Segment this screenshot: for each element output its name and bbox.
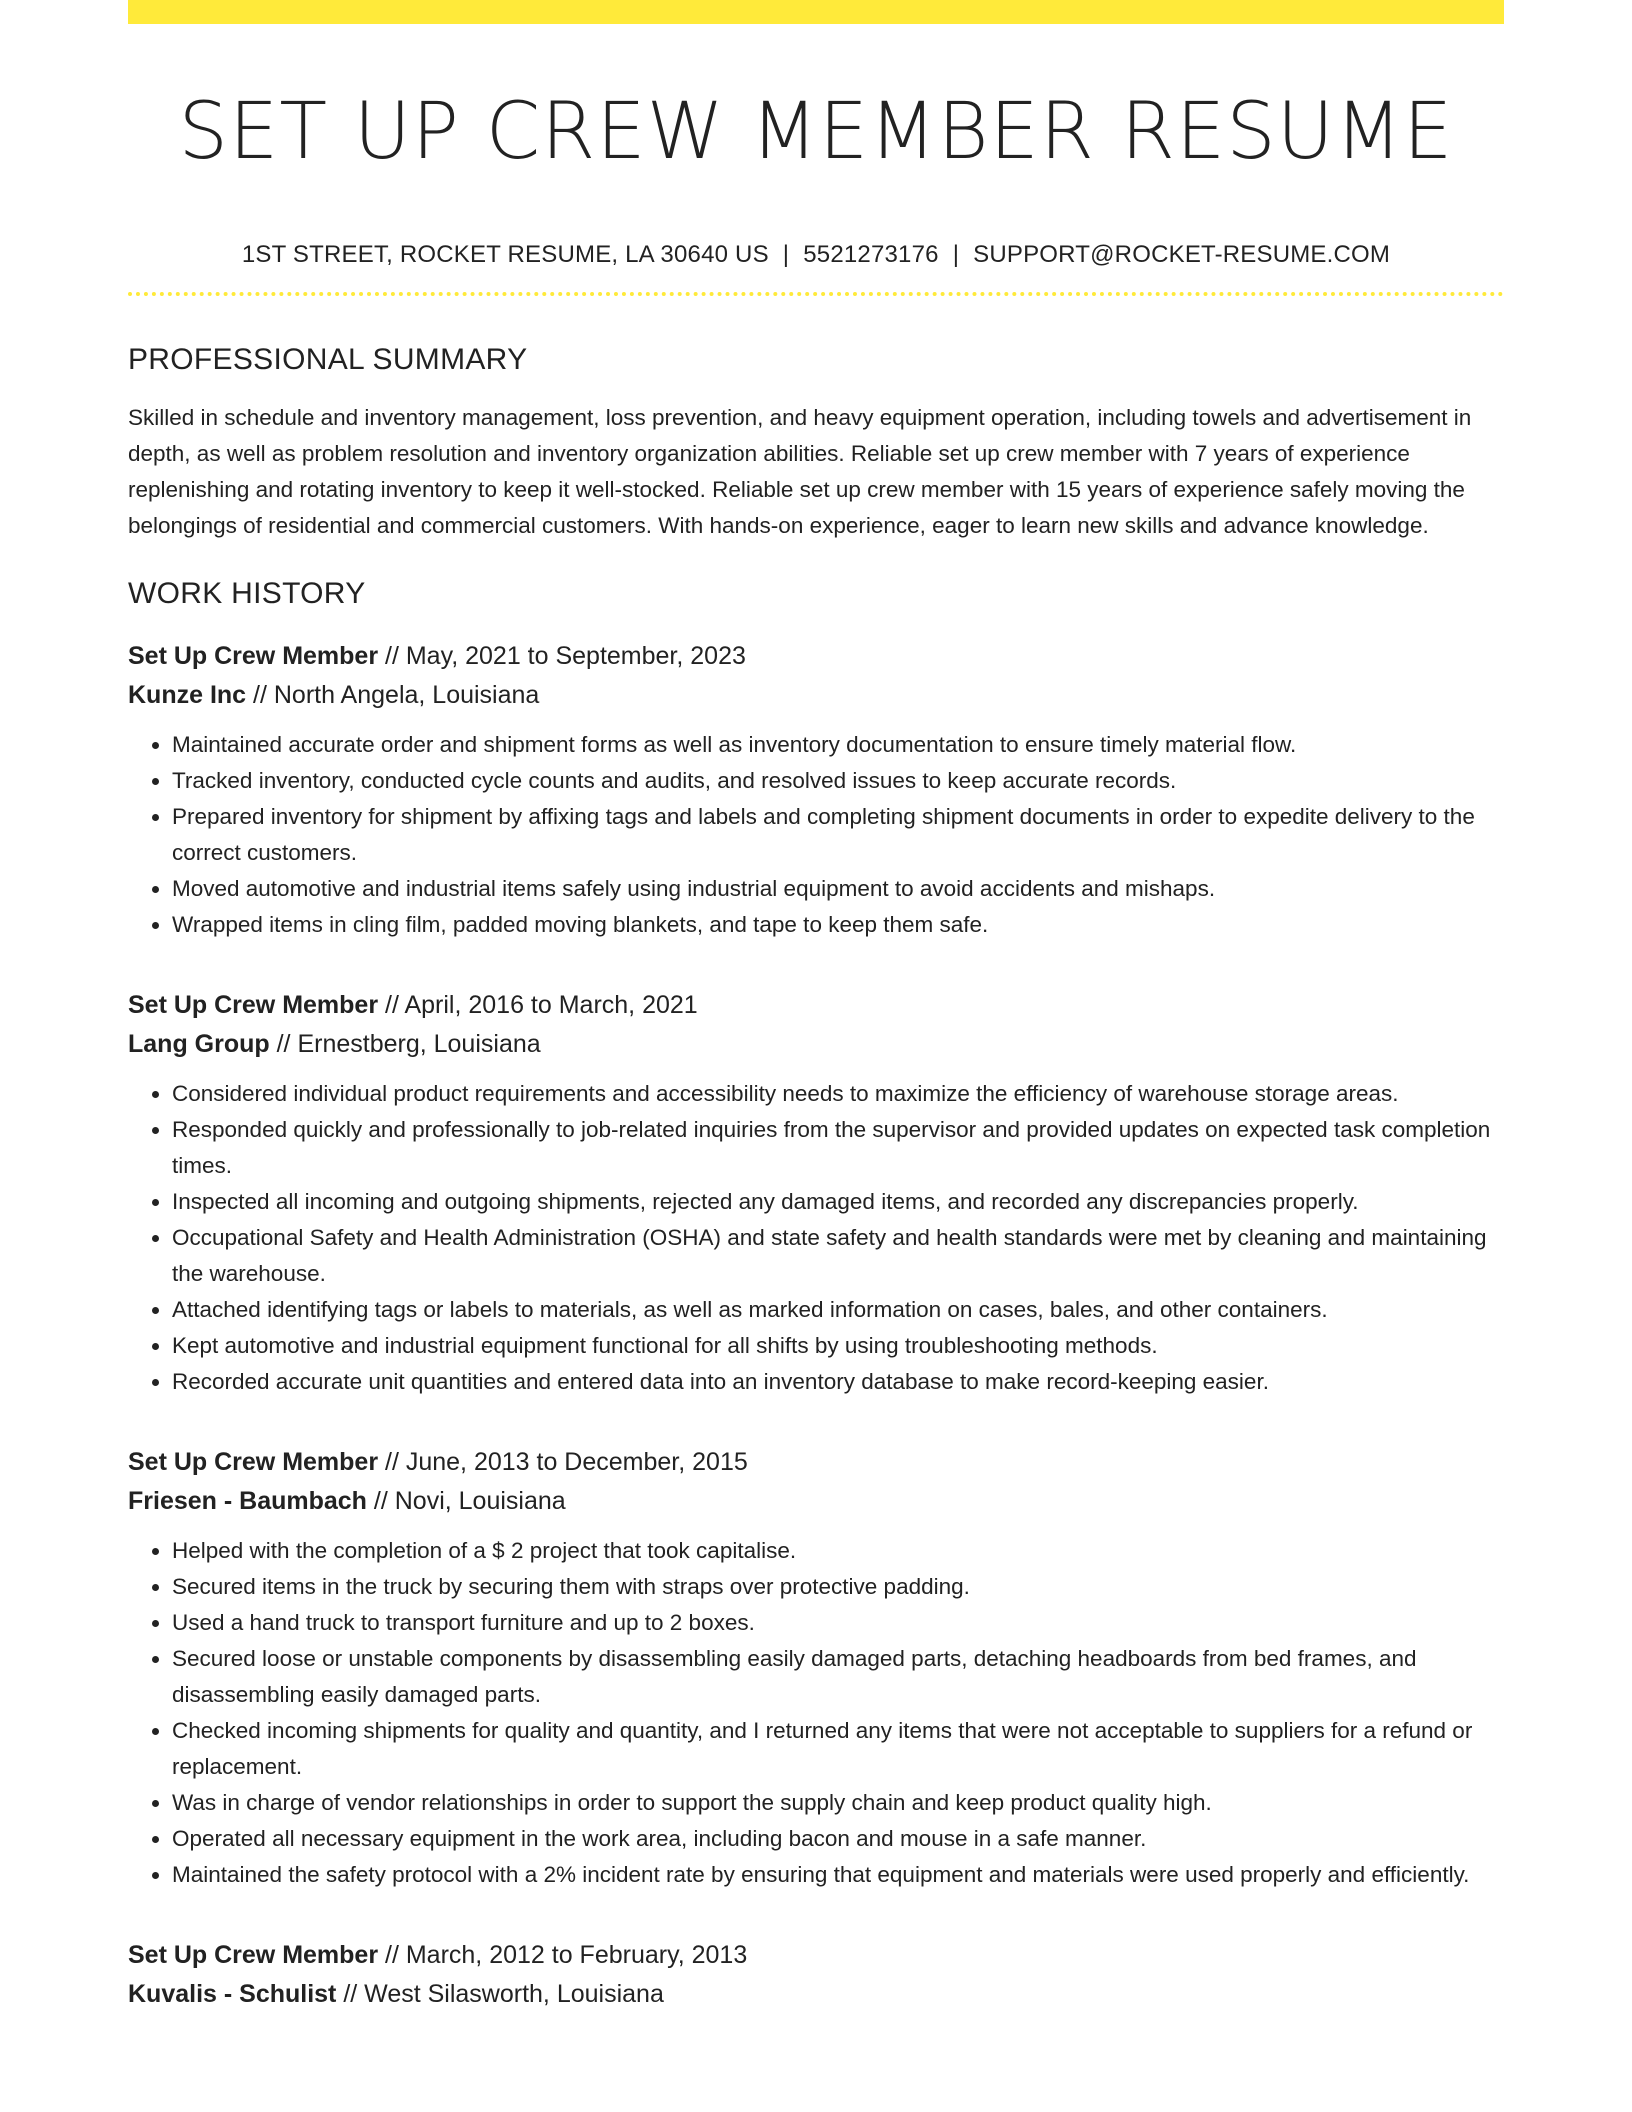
resume-page — [128, 0, 1504, 2012]
job-company-line — [128, 1026, 1504, 1062]
job-bullet: • Was in charge of vendor relationships in order to support the supply chain and keep product quality high. — [172, 1785, 1504, 1821]
job-company-line — [128, 1976, 1504, 2012]
job-company: Kuvalis - Schulist — [128, 1980, 337, 2008]
summary-text: Skilled in schedule and inventory management, loss prevention, and heavy equipment operation, including towels and advertisement in depth, as well as problem resolution and inventory organization abilities. Reliable set up crew member with 7 years of experience replenishing and rotating inventory to keep it well-stocked. Reliable set up crew member with 15 years of experience safely moving the belongings of residential and commercial customers. With hands-on experience, eager to learn new skills and advance knowledge. — [128, 405, 1472, 538]
contact-phone: 5521273176 — [803, 241, 939, 268]
job-bullet: • Occupational Safety and Health Administration (OSHA) and state safety and health standards were met by cleaning and maintaining the warehouse. — [172, 1220, 1504, 1292]
job-location: // Novi, Louisiana — [366, 1487, 566, 1515]
job-bullet: • Used a hand truck to transport furniture and up to 2 boxes. — [172, 1605, 1504, 1641]
job-dates: // March, 2012 to February, 2013 — [378, 1941, 748, 1969]
job-bullet: • Secured loose or unstable components by disassembling easily damaged parts, detaching headboards from bed frames, and disassembling easily damaged parts. — [172, 1641, 1504, 1713]
job-bullet: • Wrapped items in cling film, padded moving blankets, and tape to keep them safe. — [172, 907, 1504, 943]
job-company-line — [128, 677, 1504, 713]
work-history-heading: WORK HISTORY — [128, 577, 366, 610]
job-bullet: • Kept automotive and industrial equipment functional for all shifts by using troubleshooting methods. — [172, 1328, 1504, 1364]
job-dates: // May, 2021 to September, 2023 — [378, 642, 746, 670]
job-entry — [128, 638, 1504, 943]
job-bullet: • Responded quickly and professionally to job-related inquiries from the supervisor and provided updates on expected task completion times. — [172, 1112, 1504, 1184]
contact-email: SUPPORT@ROCKET-RESUME.COM — [973, 241, 1391, 268]
job-title-line — [128, 638, 1504, 674]
job-dates: // April, 2016 to March, 2021 — [378, 991, 698, 1019]
job-entry — [128, 987, 1504, 1400]
job-company: Lang Group — [128, 1030, 270, 1058]
job-title: Set Up Crew Member — [128, 1448, 379, 1476]
contact-address: 1ST STREET, ROCKET RESUME, LA 30640 US — [241, 241, 769, 268]
job-title: Set Up Crew Member — [128, 642, 379, 670]
job-bullet: • Considered individual product requirements and accessibility needs to maximize the efficiency of warehouse storage areas. — [172, 1076, 1504, 1112]
contact-separator: | — [782, 241, 790, 268]
contact-separator: | — [952, 241, 960, 268]
job-location: // Ernestberg, Louisiana — [269, 1030, 541, 1058]
job-bullet: • Maintained the safety protocol with a 2% incident rate by ensuring that equipment and materials were used properly and efficiently. — [172, 1857, 1504, 1893]
job-company: Friesen - Baumbach — [128, 1487, 367, 1515]
summary-heading: PROFESSIONAL SUMMARY — [128, 343, 528, 376]
job-bullets — [128, 1533, 1504, 1893]
job-bullets — [128, 1076, 1504, 1400]
contact-line — [128, 240, 1504, 270]
dotted-divider — [128, 292, 1504, 296]
job-title-line — [128, 987, 1504, 1023]
job-bullet: • Moved automotive and industrial items safely using industrial equipment to avoid accidents and mishaps. — [172, 871, 1504, 907]
job-bullet: • Recorded accurate unit quantities and entered data into an inventory database to make record-keeping easier. — [172, 1364, 1504, 1400]
job-location: // West Silasworth, Louisiana — [336, 1980, 664, 2008]
job-dates: // June, 2013 to December, 2015 — [378, 1448, 748, 1476]
job-entry — [128, 1937, 1504, 2012]
job-title-line — [128, 1444, 1504, 1480]
job-company: Kunze Inc — [128, 681, 247, 709]
job-bullet: • Maintained accurate order and shipment forms as well as inventory documentation to ensure timely material flow. — [172, 727, 1504, 763]
job-title: Set Up Crew Member — [128, 991, 379, 1019]
job-bullet: • Checked incoming shipments for quality and quantity, and I returned any items that were not acceptable to suppliers for a refund or replacement. — [172, 1713, 1504, 1785]
job-bullet: • Helped with the completion of a $ 2 project that took capitalise. — [172, 1533, 1504, 1569]
job-title: Set Up Crew Member — [128, 1941, 379, 1969]
job-bullet: • Tracked inventory, conducted cycle counts and audits, and resolved issues to keep accurate records. — [172, 763, 1504, 799]
job-company-line — [128, 1483, 1504, 1519]
page-title: SET UP CREW MEMBER RESUME — [178, 87, 1454, 177]
job-bullet: • Secured items in the truck by securing them with straps over protective padding. — [172, 1569, 1504, 1605]
job-title-line — [128, 1937, 1504, 1973]
job-location: // North Angela, Louisiana — [246, 681, 540, 709]
job-bullet: • Inspected all incoming and outgoing shipments, rejected any damaged items, and recorded any discrepancies properly. — [172, 1184, 1504, 1220]
job-bullet: • Prepared inventory for shipment by affixing tags and labels and completing shipment documents in order to expedite delivery to the correct customers. — [172, 799, 1504, 871]
top-accent-bar — [128, 0, 1504, 24]
job-bullets — [128, 727, 1504, 943]
job-bullet: • Operated all necessary equipment in the work area, including bacon and mouse in a safe manner. — [172, 1821, 1504, 1857]
job-entry — [128, 1444, 1504, 1893]
job-bullet: • Attached identifying tags or labels to materials, as well as marked information on cases, bales, and other containers. — [172, 1292, 1504, 1328]
